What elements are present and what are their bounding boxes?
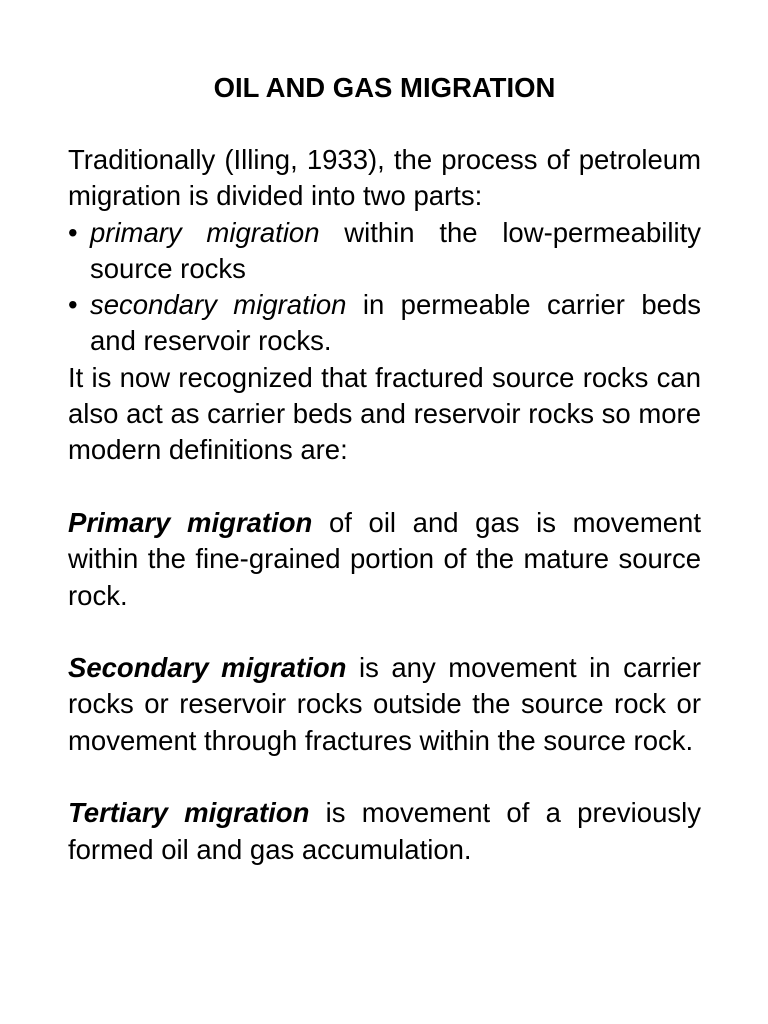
bullet-term-primary: primary migration: [90, 216, 320, 248]
bullet-text-primary: within the low-permeability source rocks: [90, 216, 701, 284]
bullet-item-primary: [68, 215, 701, 288]
definition-tertiary: [68, 795, 701, 868]
definition-term-secondary: Secondary migration: [68, 652, 347, 684]
definition-term-primary: Primary migration: [68, 506, 313, 538]
bullet-item-secondary: [68, 287, 701, 360]
definition-secondary: [68, 650, 701, 759]
definition-text-tertiary: is movement of a previously formed oil and gas accumulation.: [68, 797, 701, 865]
definition-primary: [68, 505, 701, 614]
bullet-term-secondary: secondary migration: [90, 289, 347, 321]
migration-parts-list: [68, 215, 701, 360]
document-page: [68, 70, 701, 868]
recognized-paragraph: It is now recognized that fractured source rocks can also act as carrier beds and reservoir rocks so more modern definitions are:: [68, 361, 701, 466]
document-title: OIL AND GAS MIGRATION: [213, 72, 556, 103]
definition-text-primary: of oil and gas is movement within the fine-grained portion of the mature source rock.: [68, 506, 701, 611]
definition-text-secondary: is any movement in carrier rocks or reservoir rocks outside the source rock or movement through fractures within the source rock.: [68, 652, 701, 756]
bullet-icon: •: [68, 289, 78, 321]
bullet-text-secondary: in permeable carrier beds and reservoir rocks.: [90, 289, 701, 357]
intro-paragraph: Traditionally (Illing, 1933), the process of petroleum migration is divided into two parts:: [68, 144, 701, 212]
definition-term-tertiary: Tertiary migration: [68, 797, 310, 829]
bullet-icon: •: [68, 216, 78, 248]
